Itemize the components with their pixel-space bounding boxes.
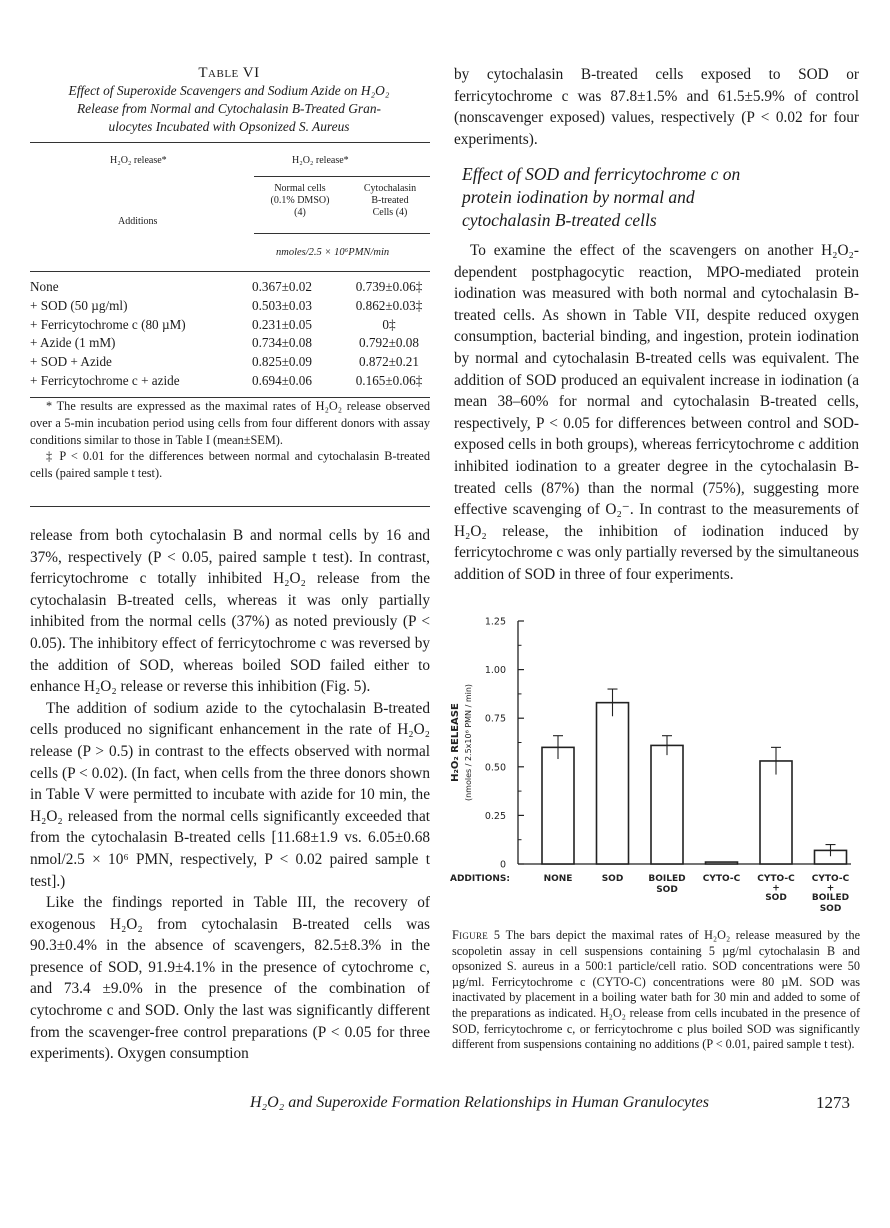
table-cell-normal: 0.367±0.02 [252, 279, 312, 294]
col-normal-header: Normal cells (0.1% DMSO) (4) [270, 183, 330, 218]
x-axis-label: ADDITIONS: [450, 874, 511, 884]
table-title: Table VI [198, 65, 260, 81]
bar-sod [597, 703, 629, 864]
table-cell-cyto: 0.792±0.08 [359, 335, 419, 351]
col-additions-header: Additions [118, 216, 158, 227]
paragraph: The addition of sodium azide to the cytochalasin B-treated cells produced no significant enhancement in the rate of H₂O₂ release (P > 0.5) in contrast to the effects observed with normal cells (P < 0.02). (In fact, when cells from the three donors shown in Table V were permitted to incubate with azide for 10 min, the H₂O₂ released from the normal cells significantly exceeded that from the cytochalasin B-treated cells [11.68±1.9 vs. 6.05±0.68 nmol/2.5 × 10⁶ PMN, respectively, P < 0.02 paired sample t test].) [30, 699, 430, 890]
table-footnote-1: * The results are expressed as the maximal rates of H₂O₂ release observed over a 5-min incubation period using cells from four different donors with assay conditions similar to those in Table I (mean±SEM). [30, 399, 430, 447]
table-cell-cyto: 0‡ [382, 316, 396, 332]
figure-5-chart [440, 608, 870, 920]
table-cell-cyto: 0.739±0.06‡ [355, 279, 423, 294]
bar-cyto-c [706, 862, 738, 864]
table-cell-cyto: 0.872±0.21 [359, 354, 419, 370]
y-axis-sublabel: (nmoles / 2.5x10⁶ PMN / min) [464, 683, 473, 802]
table-head-right: H₂O₂ release* [292, 155, 349, 166]
table-cell-normal: 0.231±0.05 [252, 316, 312, 332]
y-tick-label: 0.75 [484, 713, 506, 725]
paragraph: by cytochalasin B-treated cells exposed to SOD or ferricytochrome c was 87.8±1.5% and 61.5±5.9% of control (nonscavenger exposed) values, respectively (P < 0.02 for four experiments). [454, 66, 859, 148]
running-head: H₂O₂ and Superoxide Formation Relationships in Human Granulocytes [250, 1094, 709, 1111]
table-cell-normal: 0.694±0.06 [252, 372, 312, 388]
table-cell-addition: + Ferricytochrome c + azide [30, 372, 180, 388]
table-caption-line-3: ulocytes Incubated with Opsonized S. Aureus [108, 119, 350, 134]
category-label: CYTO-C + SOD [757, 874, 795, 903]
figure-5-caption [452, 928, 860, 1053]
category-label: SOD [601, 874, 624, 884]
paragraph: release from both cytochalasin B and normal cells by 16 and 37%, respectively (P < 0.05, paired sample t test). In contrast, ferricytochrome c totally inhibited H₂O₂ release from the cytochalasin B-treated cells, whereas it was only partially inhibited from the normal cells (37%) as noted previously (P < 0.05). The inhibitory effect of ferricytochrome c was reversed by the addition of SOD, whereas boiled SOD failed either to enhance H₂O₂ release or reverse this inhibition (Fig. 5). [30, 527, 430, 696]
bar-none [542, 747, 574, 864]
y-tick-label: 0.50 [484, 762, 506, 774]
table-row [30, 334, 430, 353]
col-cyto-header: Cytochalasin B-treated Cells (4) [363, 183, 417, 218]
page-number: 1273 [816, 1093, 850, 1112]
figure-caption-text: The bars depict the maximal rates of H₂O₂ release measured by the scopoletin assay in cell suspensions containing 5 µg/ml cytochalasin B and opsonized S. aureus in a 500:1 particle/cell ratio. SOD concentrations were 50 µg/ml. Ferricytochrome c (CYTO-C) concentrations were 80 µM. SOD was inactivated by placement in a boiling water bath for 30 min and added to some of the preparations as indicated. H₂O₂ release from cells incubated in the presence of SOD, ferricytochrome c, or ferricytochrome c plus boiled SOD was significantly different from suspensions containing no additions (P < 0.01, paired sample t test). [452, 928, 860, 1052]
bar-boiled-sod [651, 745, 683, 864]
table-footnote-2: ‡ P < 0.01 for the differences between normal and cytochalasin B-treated cells (paired sample t test). [30, 449, 430, 481]
section-heading: Effect of SOD and ferricytochrome c on protein iodination by normal and cytochalasin B-treated cells [462, 164, 741, 230]
paragraph: To examine the effect of the scavengers on another H₂O₂-dependent postphagocytic reaction, MPO-mediated protein iodination was measured with both normal and cytochalasin B-treated cells. As shown in Table VII, despite reduced oxygen consumption, bacterial binding, and ingestion, protein iodination by normal and cytochalasin B-treated cells was equivalent. The addition of SOD produced an equivalent increase in iodination (a mean 38–60% for normal and cytochalasin B-treated cells, respectively, P < 0.05 for differences between control and SOD-exposed cells in both groups), whereas ferricytochrome c addition inhibited iodination to a greater degree in the cytochalasin B-treated cells (87%) than the normal (75%), suggesting more effective scavenging of O₂⁻. In contrast to the measurements of H₂O₂ release, the inhibition of iodination induced by ferricytochrome c was only partially reversed by the simultaneous addition of SOD in three of four experiments. [454, 242, 859, 583]
table-footnotes [30, 398, 430, 482]
table-cell-cyto: 0.165±0.06‡ [355, 372, 423, 388]
table-cell-normal: 0.734±0.08 [252, 335, 312, 351]
category-label: NONE [543, 874, 573, 884]
table-row [30, 316, 430, 335]
bar-cyto-c-sod [760, 761, 792, 864]
table-head-left: H₂O₂ release* [110, 155, 167, 166]
table-body [30, 278, 430, 391]
table-cell-normal: 0.825±0.09 [252, 354, 312, 370]
figure-label: Figure 5 [452, 928, 501, 942]
right-column-text [454, 240, 859, 586]
y-tick-label: 1.25 [484, 616, 506, 628]
table-caption-line-2: Release from Normal and Cytochalasin B-Treated Gran- [77, 101, 381, 116]
table-cell-addition: + Ferricytochrome c (80 µM) [30, 316, 186, 332]
table-cell-addition: + SOD (50 µg/ml) [30, 297, 128, 313]
table-vi [30, 142, 430, 398]
left-column-text [30, 525, 430, 1065]
y-axis-label: H₂O₂ RELEASE [450, 703, 461, 782]
table-row [30, 278, 430, 297]
category-label: CYTO-C [702, 874, 741, 884]
table-units: nmoles/2.5 × 10⁶PMN/min [276, 247, 390, 258]
table-row [30, 372, 430, 391]
category-label: BOILED SOD [648, 874, 686, 895]
table-cell-cyto: 0.862±0.03‡ [355, 297, 423, 313]
y-tick-label: 1.00 [484, 665, 506, 677]
table-caption-line-1: Effect of Superoxide Scavengers and Sodium Azide on H₂O₂ [68, 83, 390, 98]
paragraph: Like the findings reported in Table III, the recovery of exogenous H₂O₂ from cytochalasin B-treated cells was 90.3±0.4% in the absence of scavengers, 82.5±8.3% in the presence of SOD, 91.9±4.1% in the presence of cytochrome c, and 73.4 ±9.0% in the presence of the combination of cytochrome c and SOD. Only the last was significantly different from the scavenger-free control preparations (P < 0.05 for three experiments). Oxygen consumption [30, 894, 430, 1063]
y-tick-label: 0 [499, 859, 506, 871]
table-cell-addition: + Azide (1 mM) [30, 335, 116, 351]
table-row [30, 297, 430, 316]
right-column-top [454, 64, 859, 150]
table-caption [28, 64, 430, 136]
table-cell-addition: None [30, 279, 59, 294]
table-cell-addition: + SOD + Azide [30, 354, 112, 370]
table-cell-normal: 0.503±0.03 [252, 297, 312, 313]
table-row [30, 353, 430, 372]
y-tick-label: 0.25 [484, 810, 506, 822]
category-label: CYTO-C + BOILED SOD [811, 874, 850, 914]
